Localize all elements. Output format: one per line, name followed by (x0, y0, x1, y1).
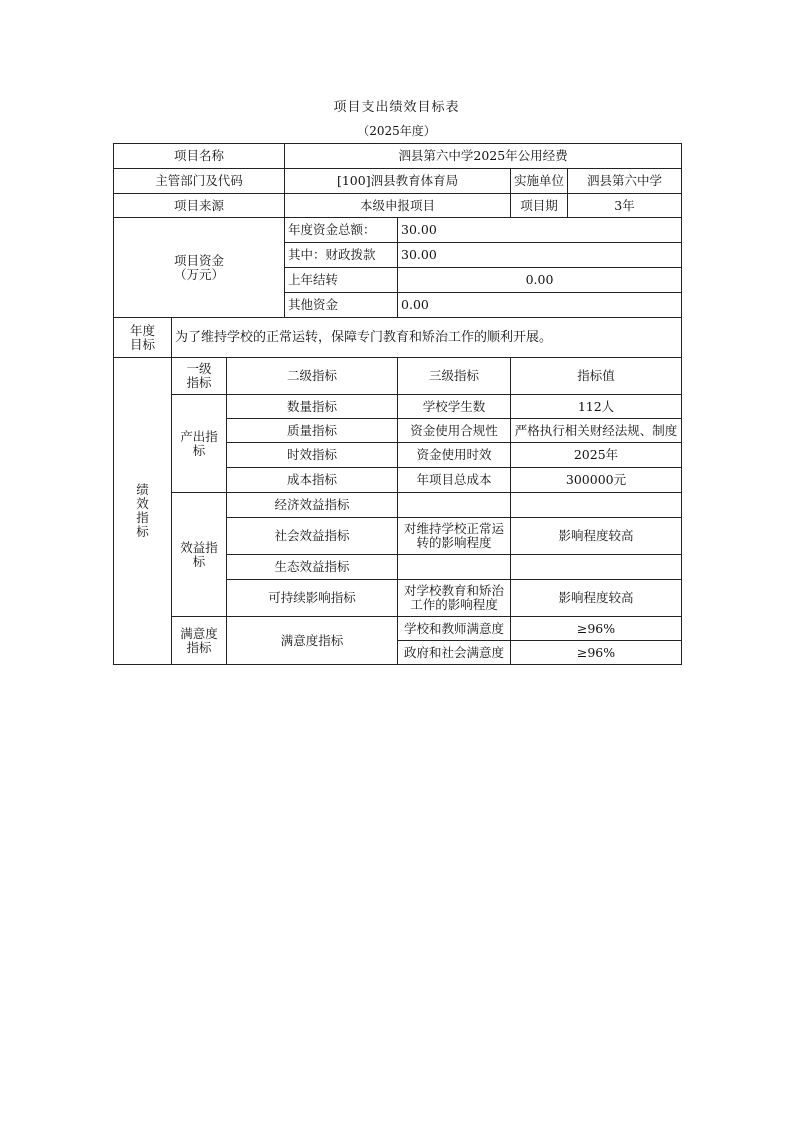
benefit-value: 影响程度较高 (511, 518, 682, 555)
funds-row-label: 年度资金总额： (285, 218, 398, 243)
header-level1-line2: 指标 (186, 375, 212, 390)
funds-label (114, 218, 285, 318)
output-l2: 数量指标 (227, 395, 398, 419)
impl-unit-label: 实施单位 (511, 169, 568, 194)
goal-text: 为了维持学校的正常运转，保障专门教育和矫治工作的顺利开展。 (172, 318, 682, 358)
indicators-group-label (114, 358, 172, 665)
performance-table (113, 143, 682, 665)
satisfaction-label-line1: 满意度 (180, 625, 218, 641)
header-level2: 二级指标 (227, 358, 398, 395)
output-l3: 资金使用时效 (398, 443, 511, 468)
header-level1-line1: 一级 (186, 361, 212, 376)
document-title: 项目支出绩效目标表 (333, 100, 460, 115)
output-value: 2025年 (511, 443, 682, 468)
output-l2: 质量指标 (227, 419, 398, 443)
satisfaction-value: ≥96% (511, 617, 682, 641)
document-year: （2025年度） (357, 124, 436, 138)
benefit-l2: 生态效益指标 (227, 555, 398, 580)
funds-row-label: 其中：财政拨款 (285, 243, 398, 268)
funds-row-label: 其他资金 (285, 293, 398, 318)
benefit-label-line2: 标 (192, 553, 206, 569)
output-l2: 成本指标 (227, 468, 398, 493)
goal-label-line2: 目标 (129, 336, 155, 352)
dept-value: [100]泗县教育体育局 (285, 169, 511, 194)
header-value: 指标值 (511, 358, 682, 395)
satisfaction-label-line2: 指标 (186, 639, 212, 655)
satisfaction-value: ≥96% (511, 641, 682, 665)
header-level1 (172, 358, 227, 395)
output-l3: 年项目总成本 (398, 468, 511, 493)
group-char: 标 (136, 524, 149, 539)
benefit-l3-line1: 对学校教育和矫治 (404, 583, 505, 598)
benefit-label-line1: 效益指 (180, 539, 218, 555)
satisfaction-l2: 满意度指标 (227, 617, 398, 665)
header-level3: 三级指标 (398, 358, 511, 395)
impl-unit-value: 泗县第六中学 (568, 169, 682, 194)
source-value: 本级申报项目 (285, 194, 511, 218)
group-char: 效 (136, 496, 149, 511)
goal-label (114, 318, 172, 358)
benefit-l3 (398, 580, 511, 617)
output-value: 严格执行相关财经法规、制度 (511, 419, 682, 443)
funds-row-label: 上年结转 (285, 268, 398, 293)
dept-label: 主管部门及代码 (114, 169, 285, 194)
group-char: 绩 (136, 482, 149, 497)
benefit-l3-line2: 转的影响程度 (416, 535, 492, 550)
output-l3: 学校学生数 (398, 395, 511, 419)
project-name-label: 项目名称 (114, 144, 285, 169)
satisfaction-l3: 学校和教师满意度 (398, 617, 511, 641)
benefit-l3-line1: 对维持学校正常运 (404, 521, 505, 536)
benefit-l2: 经济效益指标 (227, 493, 398, 518)
funds-row-value: 0.00 (398, 293, 682, 318)
benefit-l2: 可持续影响指标 (227, 580, 398, 617)
goal-label-line1: 年度 (129, 322, 155, 338)
output-label-line2: 标 (192, 442, 206, 458)
output-value: 300000元 (511, 468, 682, 493)
funds-row-value: 0.00 (398, 268, 682, 293)
satisfaction-l3: 政府和社会满意度 (398, 641, 511, 665)
funds-label-line1: 项目资金 (174, 252, 225, 268)
satisfaction-label (172, 617, 227, 665)
benefit-l3 (398, 493, 511, 518)
benefit-value (511, 555, 682, 580)
period-value: 3年 (568, 194, 682, 218)
benefit-l3 (398, 518, 511, 555)
source-label: 项目来源 (114, 194, 285, 218)
period-label: 项目期 (511, 194, 568, 218)
funds-row-value: 30.00 (398, 243, 682, 268)
benefit-l3-line2: 工作的影响程度 (410, 597, 498, 612)
output-value: 112人 (511, 395, 682, 419)
benefit-l2: 社会效益指标 (227, 518, 398, 555)
benefit-value (511, 493, 682, 518)
output-l2: 时效指标 (227, 443, 398, 468)
benefit-value: 影响程度较高 (511, 580, 682, 617)
output-label-line1: 产出指 (180, 428, 218, 444)
output-label (172, 395, 227, 493)
benefit-label (172, 493, 227, 617)
group-char: 指 (136, 510, 149, 525)
project-name-value: 泗县第六中学2025年公用经费 (285, 144, 682, 169)
funds-row-value: 30.00 (398, 218, 682, 243)
output-l3: 资金使用合规性 (398, 419, 511, 443)
benefit-l3 (398, 555, 511, 580)
funds-label-line2: （万元） (174, 266, 225, 282)
